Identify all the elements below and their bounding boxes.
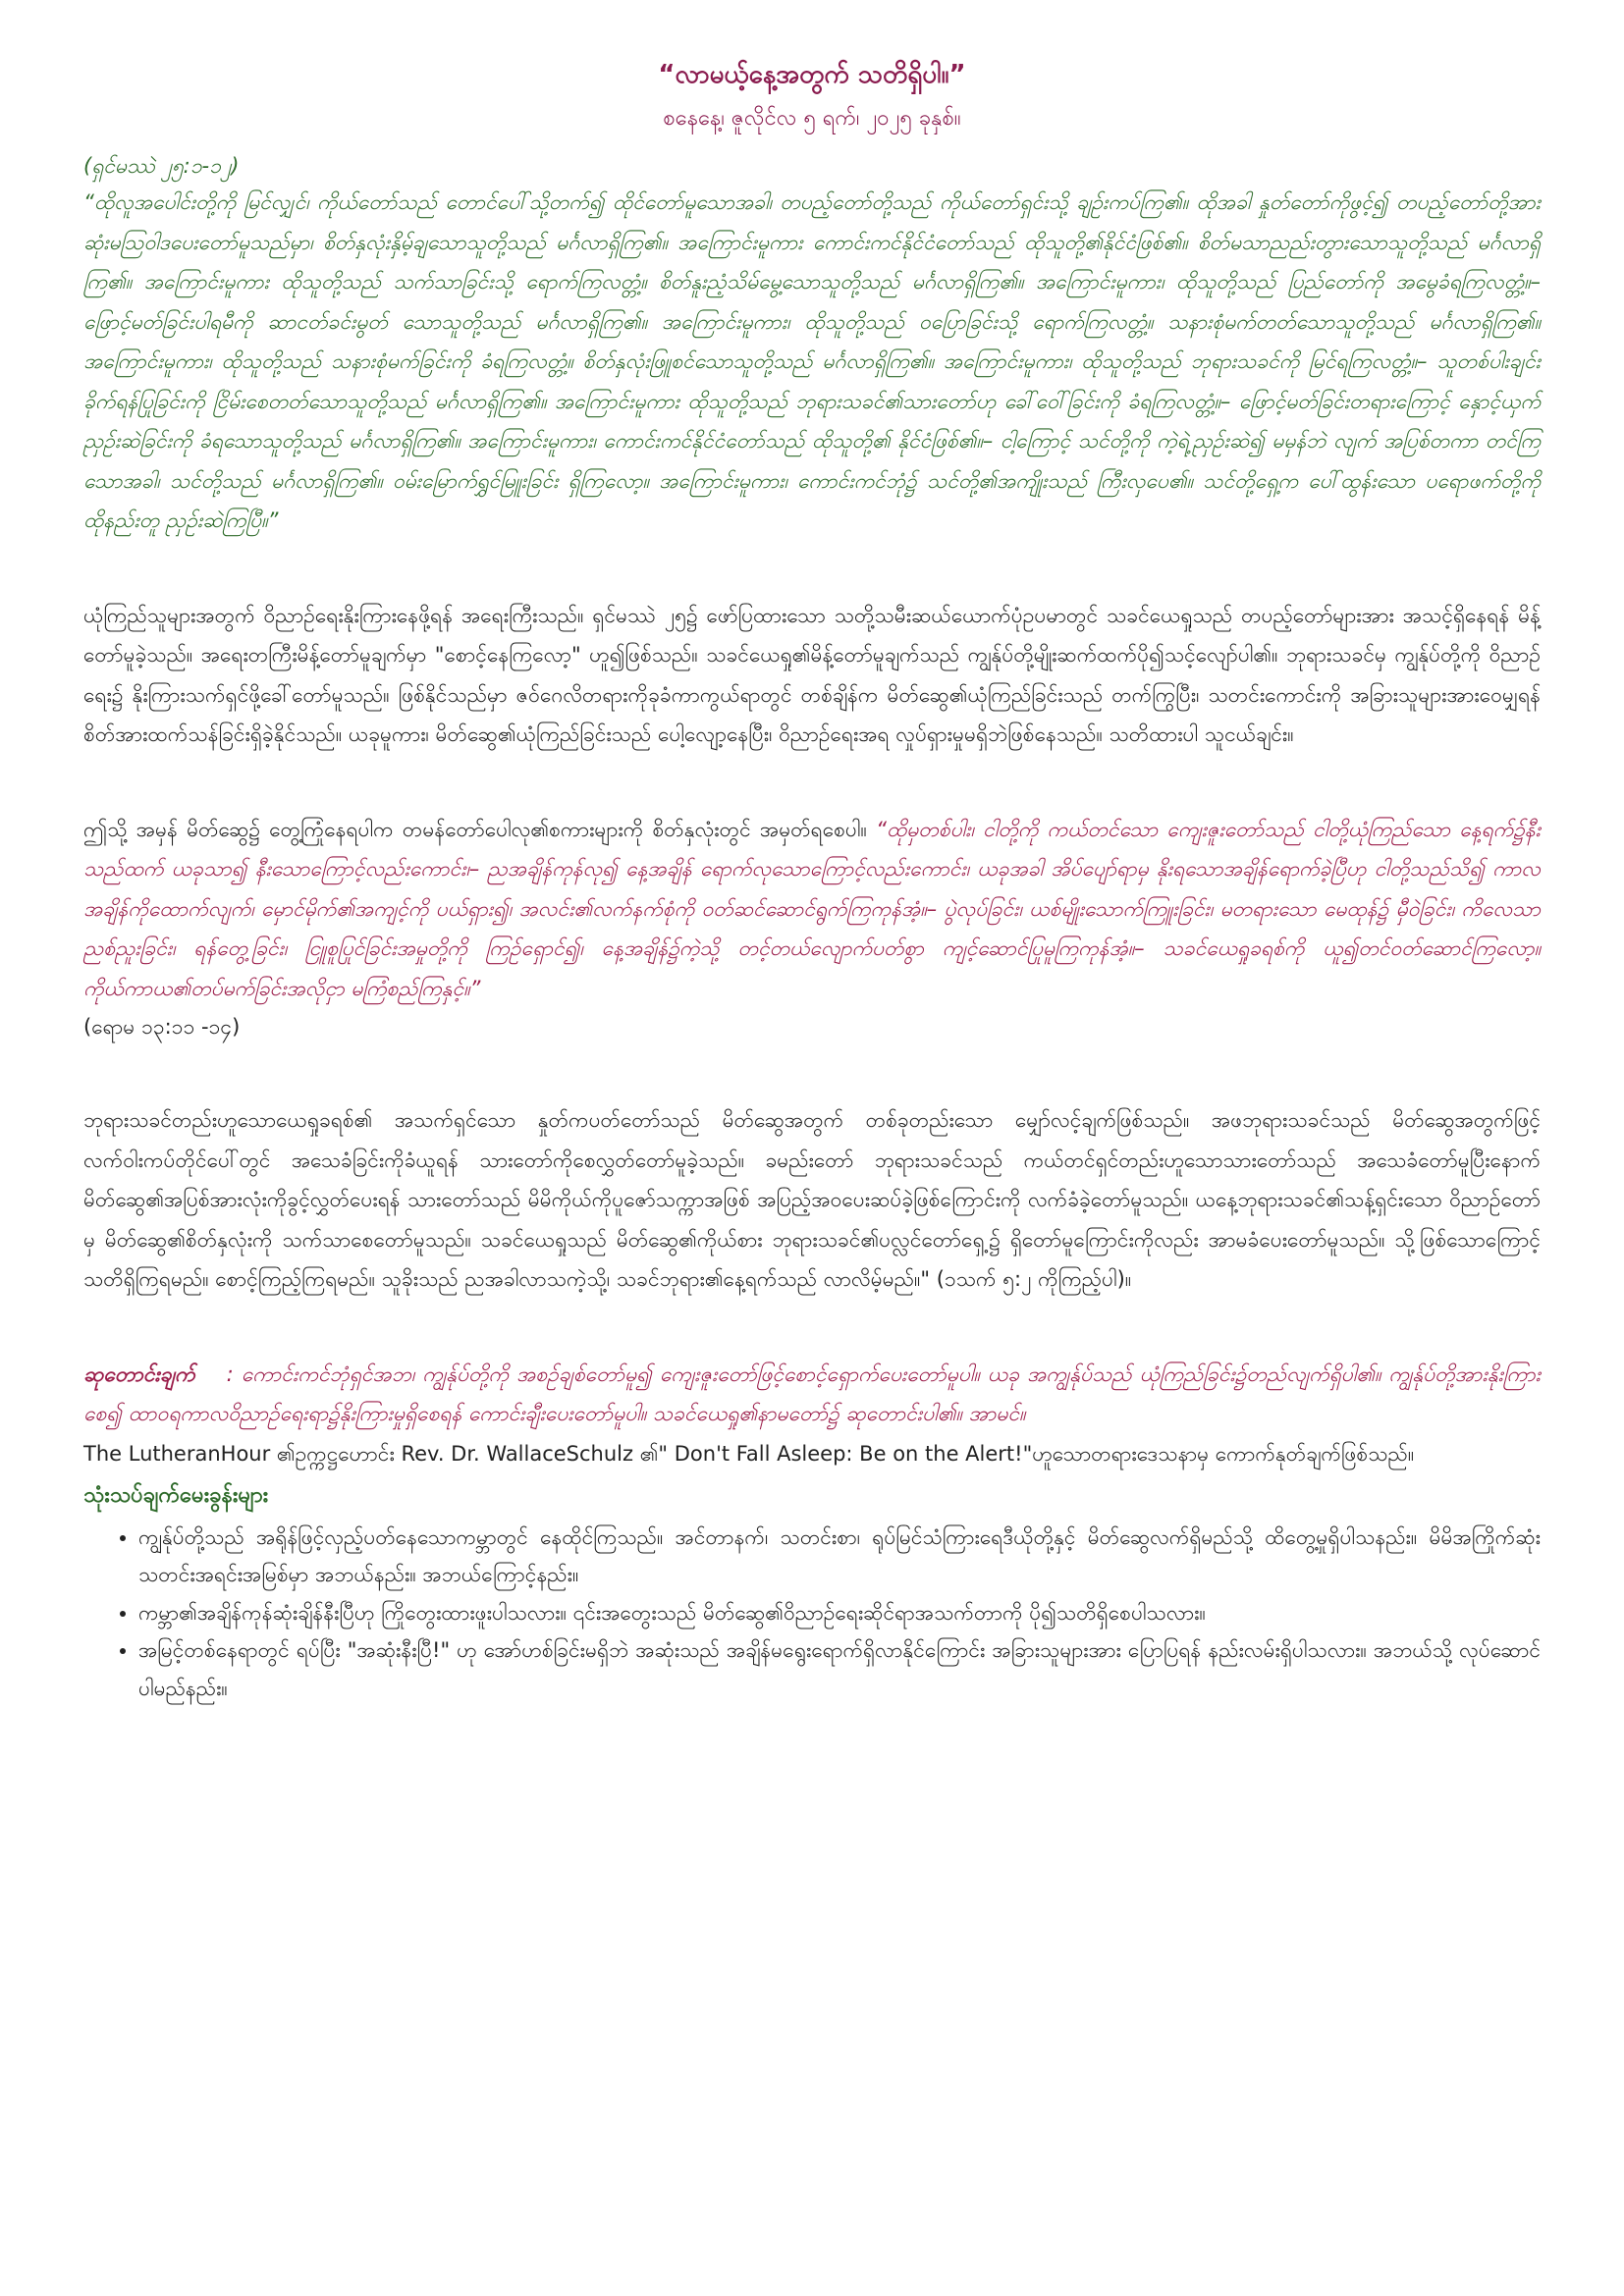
romans-quote: “ထိုမှတစ်ပါး၊ ငါတို့ကို ကယ်တင်သော ကျေးဇူးတော်သည် ငါတို့ယုံကြည်သော နေ့ရက်၌နီးသည်ထက် ယခုသာ၍ နီးသောကြောင့်လည်းကောင်း၊– ညအချိန်ကုန်လု၍ နေ့အချိန် ရောက်လုသောကြောင့်လည်းကောင်း၊ ယခုအခါ အိပ်ပျော်ရာမှ နိုးရသောအချိန်ရောက်ခဲ့ပြီဟု ငါတို့သည်သိ၍ ကာလအချိန်ကိုထောက်လျက်၊ မှောင်မိုက်၏အကျင့်ကို ပယ်ရှား၍၊ အလင်း၏လက်နက်စုံကို ဝတ်ဆင်ဆောင်ရွက်ကြကုန်အံ့။– ပွဲလုပ်ခြင်း၊ ယစ်မျိုးသောက်ကြူးခြင်း၊ မတရားသော မေထုန်၌ မှီဝဲခြင်း၊ ကိလေသာညစ်ညူးခြင်း၊ ရန်တွေ့ခြင်း၊ ငြူစူပြုင်ခြင်းအမှုတို့ကို ကြဉ်ရှောင်၍၊ နေ့အချိန်၌ကဲ့သို့ တင့်တယ်လျောက်ပတ်စွာ ကျင့်ဆောင်ပြုမူကြကုန်အံ့။– သခင်ယေရှုခရစ်ကို ယူ၍တင်ဝတ်ဆောင်ကြလော့။ ကိုယ်ကာယ၏တပ်မက်ခြင်းအလိုငှာ မကြံစည်ကြနှင့်။” (83, 817, 1541, 1000)
question-item: • အမြင့်တစ်နေရာတွင် ရပ်ပြီး "အဆုံးနီးပြီ!" ဟု အော်ဟစ်ခြင်းမရှိဘဲ အဆုံးသည် အချိန်မရွေးရောက်ရှိလာနိုင်ကြောင်း အခြားသူများအား ပြောပြရန် နည်းလမ်းရှိပါသလား။ အဘယ်သို့ လုပ်ဆောင်ပါမည်နည်း။ (138, 1631, 1541, 1707)
page-date: စနေနေ့၊ ဇူလိုင်လ ၅ ရက်၊ ၂၀၂၅ ခုနှစ်။ (663, 106, 961, 131)
questions-list (83, 1519, 1541, 1708)
page-title: “လာမယ့်နေ့အတွက် သတိရှိပါ။” (658, 60, 966, 89)
question-item: • ကမ္ဘာ၏အချိန်ကုန်ဆုံးချိန်နီးပြီဟု ကြိုတွေးထားဖူးပါသလား။ ၎င်းအတွေးသည် မိတ်ဆွေ၏ဝိညာဉ်ရေးဆိုင်ရာအသက်တာကို ပို၍သတိရှိစေပါသလား။ (138, 1594, 1541, 1632)
prayer-label: ဆုတောင်းချက် (83, 1362, 195, 1386)
prayer-block (83, 1355, 1541, 1434)
question-item: • ကျွန်ုပ်တို့သည် အရိုန်ဖြင့်လှည့်ပတ်နေသောကမ္ဘာတွင် နေထိုင်ကြသည်။ အင်တာနက်၊ သတင်းစာ၊ ရုပ်မြင်သံကြားရေဒီယိုတို့နှင့် မိတ်ဆွေလက်ရှိမည်သို့ ထိတွေ့မှုရှိပါသနည်း။ မိမိအကြိုက်ဆုံး သတင်းအရင်းအမြစ်မှာ အဘယ်နည်း။ အဘယ်ကြောင့်နည်း။ (138, 1519, 1541, 1594)
romans-reference: (ရောမ ၁၃:၁၁ -၁၄) (83, 1015, 241, 1039)
paragraph-2-intro: ဤသို့ အမှန် မိတ်ဆွေ၌ တွေ့ကြုံနေရပါက တမန်တော်ပေါလု၏စကားများကို စိတ်နှလုံးတွင် အမှတ်ရစေပါ။ (83, 817, 877, 841)
scripture-text: “ထိုလူအပေါင်းတို့ကို မြင်လျှင်၊ ကိုယ်တော်သည် တောင်ပေါ်သို့တက်၍ ထိုင်တော်မူသောအခါ၊ တပည့်တော်တို့သည် ကိုယ်တော်ရှင်းသို့ ချဉ်းကပ်ကြ၏။ ထိုအခါ နှုတ်တော်ကိုဖွင့်၍ တပည့်တော်တို့အား ဆုံးမဩဝါဒပေးတော်မူသည်မှာ၊ စိတ်နှလုံးနှိမ့်ချသောသူတို့သည် မင်္ဂလာရှိကြ၏။ အကြောင်းမူကား ကောင်းကင်နိုင်ငံတော်သည် ထိုသူတို့၏နိုင်ငံဖြစ်၏။ စိတ်မသာညည်းတွားသောသူတို့သည် မင်္ဂလာရှိကြ၏။ အကြောင်းမူကား ထိုသူတို့သည် သက်သာခြင်းသို့ ရောက်ကြလတ္တံ့။ စိတ်နူးညံ့သိမ်မွေ့သောသူတို့သည် မင်္ဂလာရှိကြ၏။ အကြောင်းမူကား၊ ထိုသူတို့သည် ပြည်တော်ကို အမွေခံရကြလတ္တံ့။– ဖြောင့်မတ်ခြင်းပါရမီကို ဆာငတ်ခင်းမွတ် သောသူတို့သည် မင်္ဂလာရှိကြ၏။ အကြောင်းမူကား၊ ထိုသူတို့သည် ဝပြောခြင်းသို့ ရောက်ကြလတ္တံ့။ သနားစုံမက်တတ်သောသူတို့သည် မင်္ဂလာရှိကြ၏။ အကြောင်းမူကား၊ ထိုသူတို့သည် သနားစုံမက်ခြင်းကို ခံရကြလတ္တံ့။ စိတ်နှလုံးဖြူစင်သောသူတို့သည် မင်္ဂလာရှိကြ၏။ အကြောင်းမူကား၊ ထိုသူတို့သည် ဘုရားသခင်ကို မြင်ရကြလတ္တံ့။– သူတစ်ပါးချင်း ခိုက်ရန်ပြုခြင်းကို ငြိမ်းစေတတ်သောသူတို့သည် မင်္ဂလာရှိကြ၏။ အကြောင်းမူကား ထိုသူတို့သည် ဘုရားသခင်၏သားတော်ဟု ခေါ်ဝေါ်ခြင်းကို ခံရကြလတ္တံ့။– ဖြောင့်မတ်ခြင်းတရားကြောင့် နှောင့်ယှက်ညှဉ်းဆဲခြင်းကို ခံရသောသူတို့သည် မင်္ဂလာရှိကြ၏။ အကြောင်းမူကား၊ ကောင်းကင်နိုင်ငံတော်သည် ထိုသူတို့၏ နိုင်ငံဖြစ်၏။– ငါ့ကြောင့် သင်တို့ကို ကဲ့ရဲ့ညှဉ်းဆဲ၍ မမှန်ဘဲ လျက် အပြစ်တကာ တင်ကြသောအခါ၊ သင်တို့သည် မင်္ဂလာရှိကြ၏။ ဝမ်းမြောက်ရွှင်မြူးခြင်း ရှိကြလော့။ အကြောင်းမူကား၊ ကောင်းကင်ဘုံ၌ သင်တို့၏အကျိုးသည် ကြီးလှပေ၏။ သင်တို့ရှေ့က ပေါ်ထွန်းသော ပရောဖက်တို့ကို ထိုနည်းတူ ညှဉ်းဆဲကြပြီ။” (83, 190, 1541, 532)
body-paragraph-2 (83, 810, 1541, 1009)
body-paragraph-1: ယုံကြည်သူများအတွက် ဝိညာဉ်ရေးနိုးကြားနေဖို့ရန် အရေးကြီးသည်။ ရှင်မဿဲ ၂၅၌ ဖော်ပြထားသော သတို့သမီးဆယ်ယောက်ပုံဥပမာတွင် သခင်ယေရှုသည် တပည့်တော်များအား အသင့်ရှိနေရန် မိန့်တော်မူခဲ့သည်။ အရေးတကြီးမိန့်တော်မူချက်မှာ "စောင့်နေကြလော့" ဟူ၍ဖြစ်သည်။ သခင်ယေရှု၏မိန့်တော်မူချက်သည် ကျွန်ုပ်တို့မျိုးဆက်ထက်ပို၍သင့်လျော်ပါ၏။ ဘုရားသခင်မှ ကျွန်ုပ်တို့ကို ဝိညာဉ်ရေး၌ နိုးကြားသက်ရှင်ဖို့ခေါ်တော်မူသည်။ ဖြစ်နိုင်သည်မှာ ဇဝ်ဂေလိတရားကိုခုခံကာကွယ်ရာတွင် တစ်ချိန်က မိတ်ဆွေ၏ယုံကြည်ခြင်းသည် တက်ကြွပြီး၊ သတင်းကောင်းကို အခြားသူများအားဝေမျှရန် စိတ်အားထက်သန်ခြင်းရှိခဲ့နိုင်သည်။ ယခုမူကား၊ မိတ်ဆွေ၏ယုံကြည်ခြင်းသည် ပေါ့လျော့နေပြီး၊ ဝိညာဉ်ရေးအရ လှုပ်ရှားမှုမရှိဘဲဖြစ်နေသည်။ သတိထားပါ သူငယ်ချင်း။ (83, 603, 1541, 746)
scripture-reference: (ရှင်မဿဲ ၂၅:၁-၁၂) (83, 154, 240, 178)
prayer-text: : ကောင်းကင်ဘုံရှင်အဘ၊ ကျွန်ုပ်တို့ကို အစဉ်ချစ်တော်မူ၍ ကျေးဇူးတော်ဖြင့်စောင့်ရှောက်ပေးတော်မူပါ။ ယခု အကျွန်ုပ်သည် ယုံကြည်ခြင်း၌တည်လျက်ရှိပါ၏။ ကျွန်ုပ်တို့အားနိုးကြားစေ၍ ထာဝရကာလဝိညာဉ်ရေးရာ၌နိုးကြားမှုရှိစေရန် ကောင်းချီးပေးတော်မူပါ။ သခင်ယေရှု၏နာမတော်၌ ဆုတောင်းပါ၏။ အာမင်။ (83, 1362, 1541, 1425)
questions-heading: သုံးသပ်ချက်မေးခွန်းများ (83, 1482, 269, 1508)
source-credit: The LutheranHour ၏ဥက္ကဋ္ဌဟောင်း Rev. Dr. WallaceSchulz ၏" Don't Fall Asleep: Be on the Alert!"ဟူသောတရားဒေသနာမှ ကောက်နုတ်ချက်ဖြစ်သည်။ (83, 1441, 1415, 1466)
body-paragraph-3: ဘုရားသခင်တည်းဟူသောယေရှုခရစ်၏ အသက်ရှင်သော နှုတ်ကပတ်တော်သည် မိတ်ဆွေအတွက် တစ်ခုတည်းသော မျှော်လင့်ချက်ဖြစ်သည်။ အဖဘုရားသခင်သည် မိတ်ဆွေအတွက်ဖြင့် လက်ဝါးကပ်တိုင်ပေါ်တွင် အသေခံခြင်းကိုခံယူရန် သားတော်ကိုစေလွှတ်တော်မူခဲ့သည်။ ခမည်းတော် ဘုရားသခင်သည် ကယ်တင်ရှင်တည်းဟူသောသားတော်သည် အသေခံတော်မူပြီးနောက် မိတ်ဆွေ၏အပြစ်အားလုံးကိုခွင့်လွှတ်ပေးရန် သားတော်သည် မိမိကိုယ်ကိုပူဇော်သက္ကာအဖြစ် အပြည့်အဝပေးဆပ်ခဲ့ဖြစ်ကြောင်းကို လက်ခံခဲ့တော်မူသည်။ ယနေ့ဘုရားသခင်၏သန့်ရှင်းသော ဝိညာဉ်တော်မှ မိတ်ဆွေ၏စိတ်နှလုံးကို သက်သာစေတော်မူသည်။ သခင်ယေရှုသည် မိတ်ဆွေ၏ကိုယ်စား ဘုရားသခင်၏ပလ္လင်တော်ရှေ့၌ ရှိတော်မူကြောင်းကိုလည်း အာမခံပေးတော်မူသည်။ သို့ဖြစ်သောကြောင့် သတိရှိကြရမည်။ စောင့်ကြည့်ကြရမည်။ သူခိုးသည် ညအခါလာသကဲ့သို့၊ သခင်ဘုရား၏နေ့ရက်သည် လာလိမ့်မည်။" (၁သက် ၅:၂ ကိုကြည့်ပါ)။ (83, 1108, 1541, 1291)
